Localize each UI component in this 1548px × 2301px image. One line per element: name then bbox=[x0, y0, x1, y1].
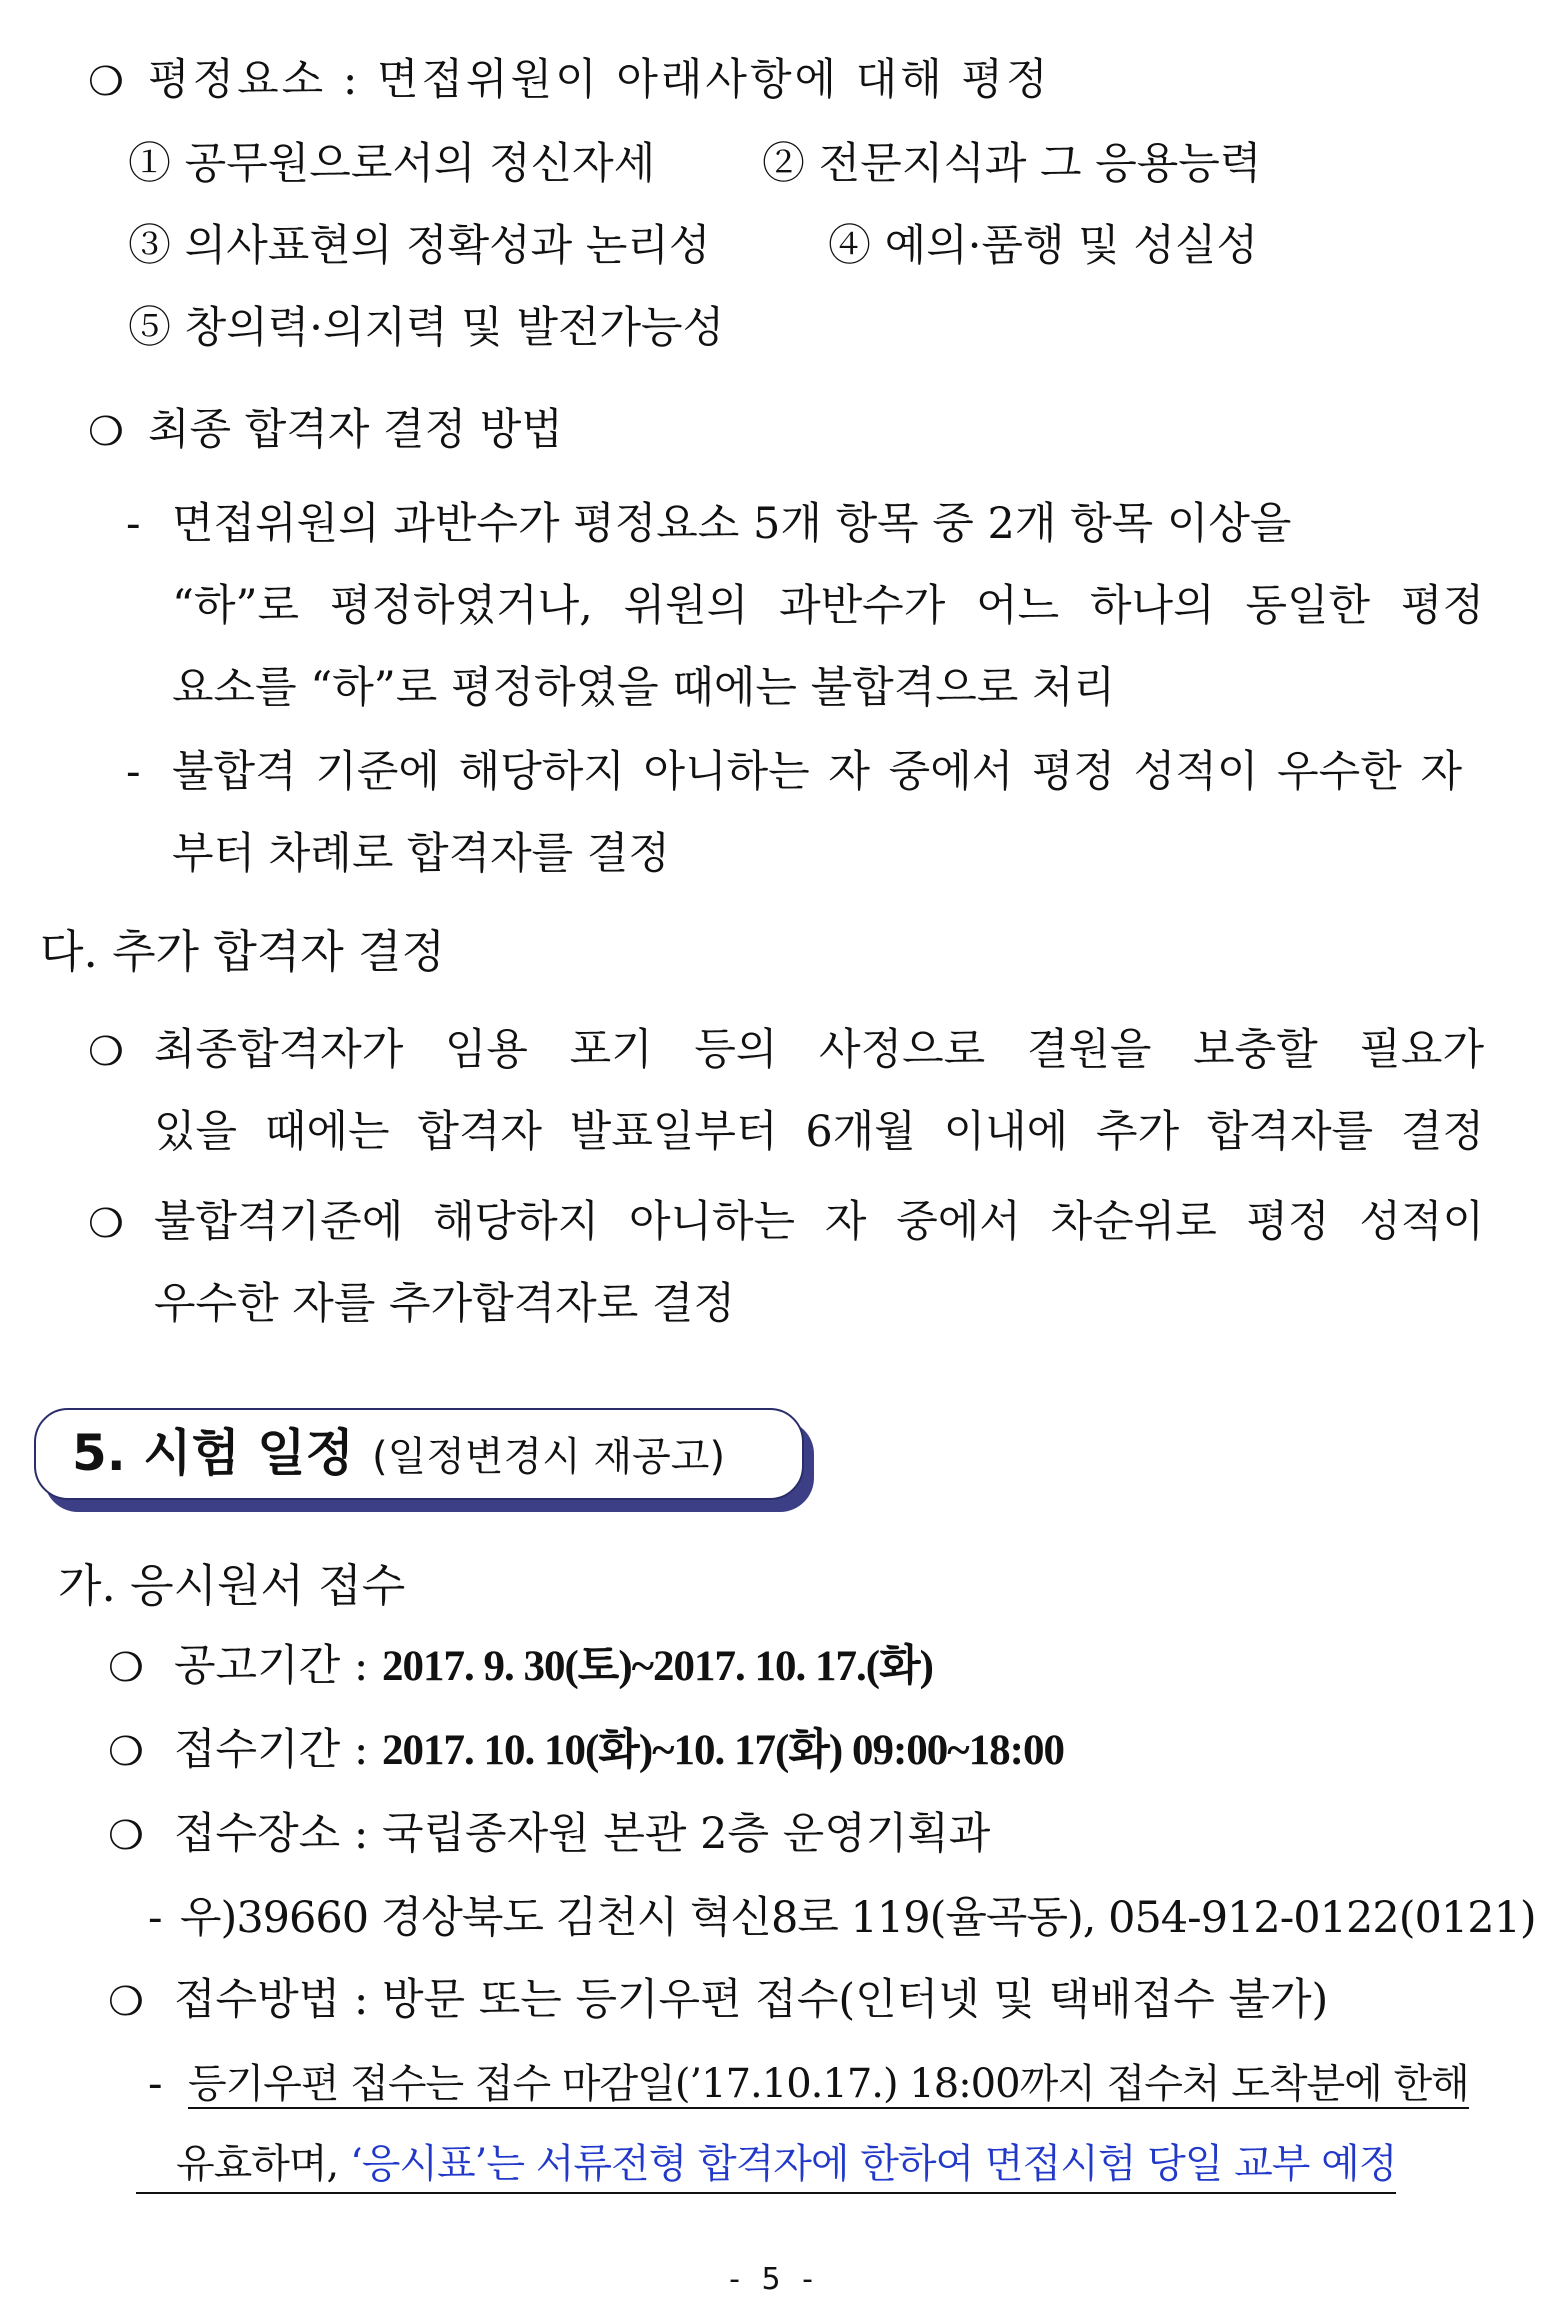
receipt-row bbox=[174, 1722, 1064, 1779]
note-line-2-blue: ‘응시표’는 서류전형 합격자에 한하여 면접시험 당일 교부 예정 bbox=[350, 2141, 1397, 2187]
eval-item-2: ② 전문지식과 그 응용능력 bbox=[762, 139, 1262, 189]
dash-icon: - bbox=[148, 1893, 163, 1943]
final-dash2-line2: 부터 차례로 합격자를 결정 bbox=[172, 829, 670, 879]
method-value: 방문 또는 등기우편 접수(인터넷 및 택배접수 불가) bbox=[381, 1975, 1329, 2025]
final-dash1-line2: “하”로 평정하였거나, 위원의 과반수가 어느 하나의 동일한 평정 bbox=[172, 581, 1484, 631]
note-line-1 bbox=[188, 2056, 1469, 2112]
additional-bullet1-line1: 최종합격자가 임용 포기 등의 사정으로 결원을 보충할 필요가 bbox=[154, 1025, 1484, 1075]
application-heading: 가. 응시원서 접수 bbox=[58, 1559, 406, 1612]
bullet-icon: ❍ bbox=[108, 1729, 144, 1775]
additional-heading: 다. 추가 합격자 결정 bbox=[40, 925, 445, 978]
note-line-2-black: 유효하며, bbox=[176, 2141, 350, 2187]
period-value: 2017. 9. 30(토)~2017. 10. 17.(화) bbox=[381, 1643, 933, 1690]
period-row bbox=[174, 1638, 933, 1695]
eval-heading: 평정요소 : 면접위원이 아래사항에 대해 평정 bbox=[148, 55, 1051, 105]
final-dash1-line3: 요소를 “하”로 평정하였을 때에는 불합격으로 처리 bbox=[172, 663, 1116, 713]
dash-icon: - bbox=[126, 499, 141, 549]
place-value: 국립종자원 본관 2층 운영기획과 bbox=[381, 1809, 991, 1859]
place-label: 접수장소 : bbox=[174, 1809, 382, 1859]
note-line-2 bbox=[136, 2136, 1396, 2194]
method-label: 접수방법 : bbox=[174, 1975, 382, 2025]
note-line-1-text: 등기우편 접수는 접수 마감일(’17.10.17.) 18:00까지 접수처 도착분에 한해 bbox=[188, 2061, 1469, 2107]
section-subtitle: (일정변경시 재공고) bbox=[372, 1434, 726, 1480]
eval-item-4: ④ 예의·품행 및 성실성 bbox=[828, 221, 1258, 271]
receipt-label: 접수기간 : bbox=[174, 1725, 382, 1775]
section-title: 5. 시험 일정 bbox=[72, 1424, 354, 1482]
additional-bullet1-line2: 있을 때에는 합격자 발표일부터 6개월 이내에 추가 합격자를 결정 bbox=[154, 1107, 1484, 1157]
eval-item-3: ③ 의사표현의 정확성과 논리성 bbox=[128, 221, 711, 271]
eval-item-1: ① 공무원으로서의 정신자세 bbox=[128, 139, 656, 189]
additional-bullet2-line1: 불합격기준에 해당하지 아니하는 자 중에서 차순위로 평정 성적이 bbox=[154, 1197, 1484, 1247]
dash-icon: - bbox=[148, 2059, 163, 2109]
bullet-icon: ❍ bbox=[88, 409, 124, 455]
period-label: 공고기간 : bbox=[174, 1641, 382, 1691]
bullet-icon: ❍ bbox=[108, 1813, 144, 1859]
page-number: - 5 - bbox=[729, 2262, 819, 2297]
place-row bbox=[174, 1806, 990, 1862]
final-heading: 최종 합격자 결정 방법 bbox=[148, 405, 563, 455]
bullet-icon: ❍ bbox=[88, 1201, 124, 1247]
bullet-icon: ❍ bbox=[88, 1029, 124, 1075]
final-dash2-line1: 불합격 기준에 해당하지 아니하는 자 중에서 평정 성적이 우수한 자 bbox=[172, 747, 1462, 797]
address-line: 우)39660 경상북도 김천시 혁신8로 119(율곡동), 054-912-0122(0121) bbox=[180, 1893, 1536, 1943]
dash-icon: - bbox=[126, 747, 141, 797]
bullet-icon: ❍ bbox=[88, 59, 124, 105]
bullet-icon: ❍ bbox=[108, 1979, 144, 2025]
final-dash1-line1: 면접위원의 과반수가 평정요소 5개 항목 중 2개 항목 이상을 bbox=[172, 499, 1292, 549]
method-row bbox=[174, 1972, 1328, 2028]
receipt-value: 2017. 10. 10(화)~10. 17(화) 09:00~18:00 bbox=[381, 1727, 1064, 1774]
eval-item-5: ⑤ 창의력·의지력 및 발전가능성 bbox=[128, 303, 725, 353]
additional-bullet2-line2: 우수한 자를 추가합격자로 결정 bbox=[154, 1279, 735, 1329]
bullet-icon: ❍ bbox=[108, 1645, 144, 1691]
